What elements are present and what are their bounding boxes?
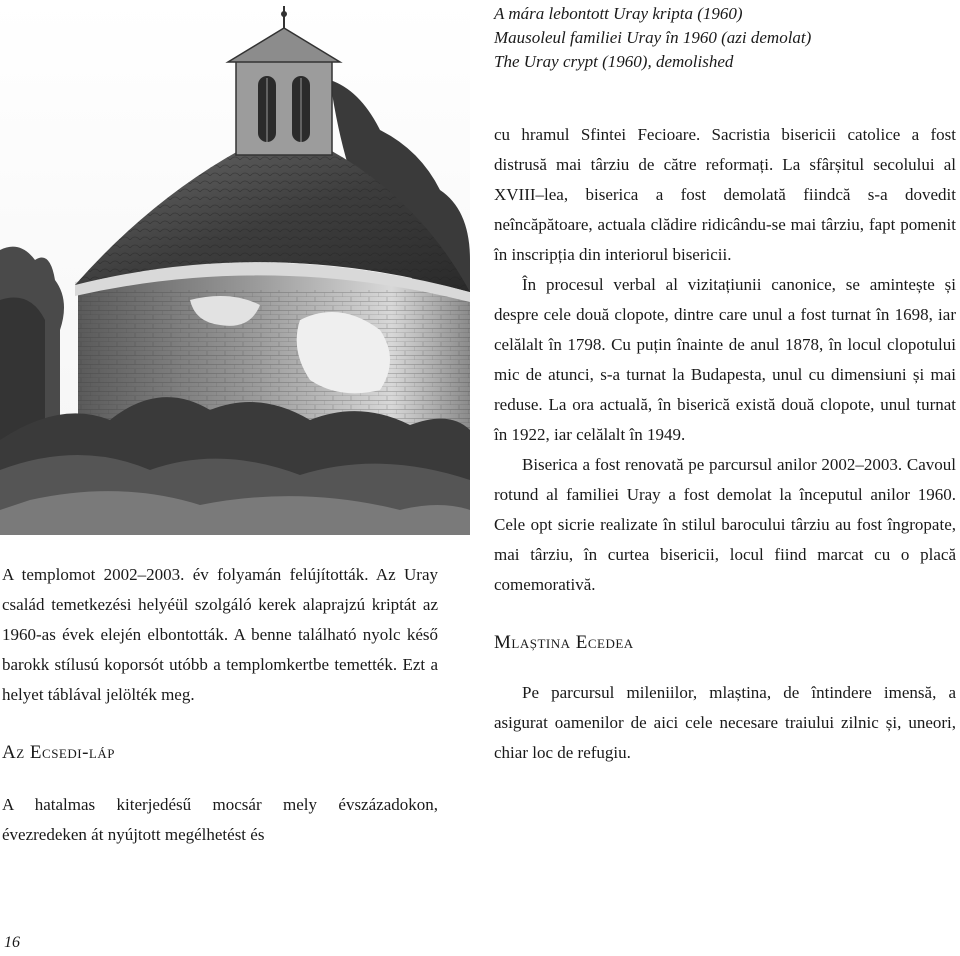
caption-english: The Uray crypt (1960), demolished (494, 52, 734, 71)
paragraph-bells-ro: În procesul verbal al vizitațiunii canonice, se amintește și despre cele două clopote, dintre care unul a fost turnat în 1698, iar celălalt în 1798. Cu puțin înainte de anul 1878, în locul clopotului mic de atunci, s-a turnat la Budapesta, unul cu dimensiuni și mai reduse. La ora actuală, în biserică există două clopote, unul turnat în 1922, iar celălalt în 1949. (494, 275, 956, 444)
paragraph-renovation-hu: A templomot 2002–2003. év folyamán felújították. Az Uray család temetkezési helyéül szolgáló kerek alaprajzú kriptát az 1960-as évek elején elbontották. A benne található nyolc késő barokk stílusú koporsót utóbb a templomkertbe temették. Ezt a helyet táblával jelölték meg. (2, 565, 438, 704)
right-column (494, 120, 956, 768)
crypt-photo (0, 0, 470, 535)
caption-romanian: Mausoleul familiei Uray în 1960 (azi demolat) (494, 28, 812, 47)
photo-caption (494, 2, 954, 74)
paragraph-renovation-ro: Biserica a fost renovată pe parcursul anilor 2002–2003. Cavoul rotund al familiei Uray a fost demolat la începutul anilor 1960. Cele opt sicrie realizate în stilul barocului târziu au fost îngropate, mai târziu, în curtea bisericii, locul fiind marcat cu o placă comemorativă. (494, 455, 956, 594)
caption-hungarian: A mára lebontott Uray kripta (1960) (494, 4, 743, 23)
paragraph-marsh-hu: A hatalmas kiterjedésű mocsár mely évszázadokon, évezredeken át nyújtott megélhetést és (2, 795, 438, 844)
paragraph-sacristy-ro: cu hramul Sfintei Fecioare. Sacristia bisericii catolice a fost distrusă mai târziu de către reformați. La sfârșitul secolului al XVIII–lea, biserica a fost demolată fiindcă s-a dovedit neîncăpătoare, actuala clădire ridicându-se mai târziu, fapt pomenit în inscripția din interiorul bisericii. (494, 125, 956, 264)
section-heading-mlastina-ecedea: Mlaștina Ecedea (494, 632, 634, 653)
section-heading-ecsedi-lap: Az Ecsedi-láp (2, 742, 115, 763)
left-column (2, 560, 438, 850)
paragraph-marsh-ro: Pe parcursul mileniilor, mlaștina, de întindere imensă, a asigurat oamenilor de aici cele necesare traiului zilnic și, uneori, chiar loc de refugiu. (494, 683, 956, 762)
page-number: 16 (4, 934, 20, 951)
